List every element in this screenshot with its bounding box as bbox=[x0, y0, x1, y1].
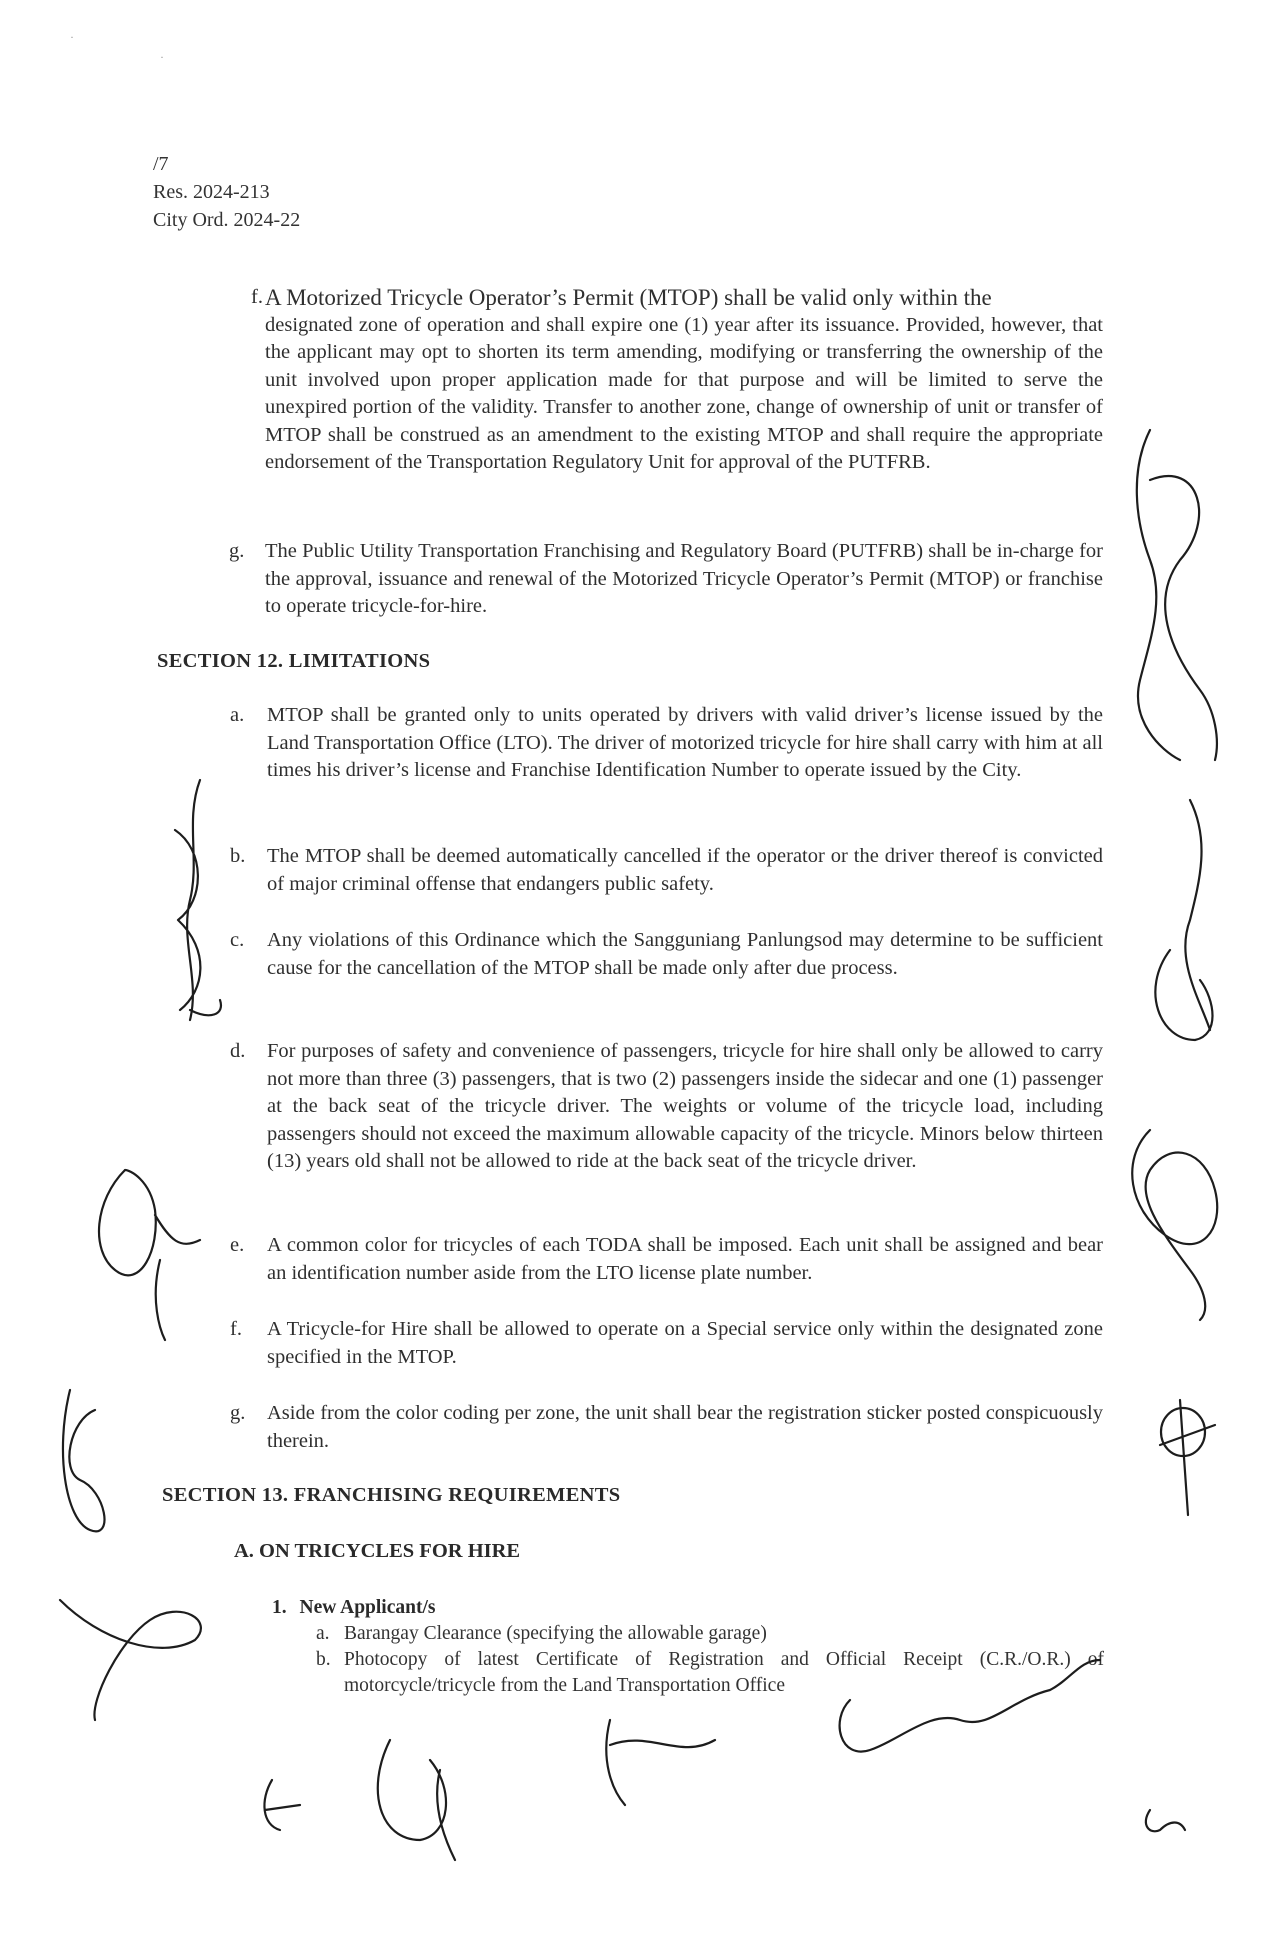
item-lead-line: A Motorized Tricycle Operator’s Permit (MTOP) shall be valid only within the bbox=[265, 285, 992, 310]
requirement-group-heading bbox=[272, 1597, 435, 1619]
item-text: MTOP shall be granted only to units operated by drivers with valid driver’s license issued by the Land Transportation Office (LTO). The driver of motorized tricycle for hire shall carry with him at all times his driver’s license and Franchise Identification Number to operate issued by the City. bbox=[267, 704, 1103, 781]
limitation-item bbox=[230, 1400, 1103, 1455]
section-heading: SECTION 13. FRANCHISING REQUIREMENTS bbox=[162, 1484, 621, 1506]
limitation-item bbox=[230, 1232, 1103, 1287]
signature-left-vertical bbox=[175, 780, 221, 1020]
requirement-item bbox=[316, 1621, 1104, 1647]
signature-right-top bbox=[1137, 430, 1217, 760]
item-marker: e. bbox=[230, 1234, 245, 1256]
page-number: /7 bbox=[153, 153, 169, 175]
item-marker: f. bbox=[230, 1318, 242, 1340]
signature-right-circle bbox=[1161, 1408, 1205, 1456]
item-marker: g. bbox=[230, 1402, 246, 1424]
signature-left-hook bbox=[99, 1170, 200, 1340]
initials-bottom-right bbox=[1146, 1810, 1185, 1831]
item-text: A common color for tricycles of each TODA shall be imposed. Each unit shall be assigned and bear an identification number aside from the LTO license plate number. bbox=[267, 1234, 1103, 1284]
limitation-item bbox=[230, 1038, 1103, 1176]
ordinance-number: City Ord. 2024-22 bbox=[153, 209, 301, 231]
item-marker: b. bbox=[230, 845, 246, 867]
signature-right-cross bbox=[1160, 1400, 1215, 1515]
item-text: designated zone of operation and shall expire one (1) year after its issuance. Provided, however, that the applicant may opt to shorten its term amending, modifying or transferring the ownership of the unit involved upon proper application made for that purpose and will be limited to serve the unexpired portion of the validity. Transfer to another zone, change of ownership of unit or transfer of MTOP shall be construed as an amendment to the existing MTOP and shall require the appropriate endorsement of the Transportation Regulatory Unit for approval of the PUTFRB. bbox=[265, 313, 1103, 473]
item-marker: d. bbox=[230, 1040, 246, 1062]
item-marker: a. bbox=[316, 1623, 330, 1644]
item-text: The Public Utility Transportation Franchising and Regulatory Board (PUTFRB) shall be in-charge for the approval, issuance and renewal of the Motorized Tricycle Operator’s Permit (MTOP) or franchise to operate tricycle-for-hire. bbox=[265, 540, 1103, 617]
resolution-number: Res. 2024-213 bbox=[153, 181, 270, 203]
signature-right-loop bbox=[1132, 1130, 1217, 1320]
group-marker: 1. bbox=[272, 1597, 287, 1618]
limitation-item bbox=[230, 1316, 1103, 1371]
page-header bbox=[153, 150, 300, 234]
item-marker: f. bbox=[251, 286, 263, 308]
scan-speck: · bbox=[70, 30, 74, 44]
signature-bottom-3 bbox=[606, 1720, 715, 1805]
item-text: Any violations of this Ordinance which the Sangguniang Panlungsod may determine to be sufficient cause for the cancellation of the MTOP shall be made only after due process. bbox=[267, 929, 1103, 979]
signature-bottom-2 bbox=[378, 1740, 455, 1860]
section-heading: SECTION 12. LIMITATIONS bbox=[157, 650, 431, 672]
subsection-heading: A. ON TRICYCLES FOR HIRE bbox=[234, 1540, 521, 1562]
signature-left-bottom bbox=[60, 1390, 201, 1720]
group-title: New Applicant/s bbox=[299, 1597, 436, 1618]
item-marker: b. bbox=[316, 1649, 331, 1670]
item-text: Photocopy of latest Certificate of Registration and Official Receipt (C.R./O.R.) of motorcycle/tricycle from the Land Transportation Office bbox=[344, 1649, 1104, 1696]
scan-speck: · bbox=[160, 50, 164, 64]
signature-right-mid bbox=[1155, 800, 1212, 1040]
item-text: Aside from the color coding per zone, the unit shall bear the registration sticker posted conspicuously therein. bbox=[267, 1402, 1103, 1452]
item-text: The MTOP shall be deemed automatically cancelled if the operator or the driver thereof is convicted of major criminal offense that endangers public safety. bbox=[267, 845, 1103, 895]
limitation-item bbox=[230, 843, 1103, 898]
provision-item bbox=[251, 284, 1103, 477]
requirement-item bbox=[316, 1647, 1104, 1699]
signature-bottom-1 bbox=[264, 1780, 300, 1830]
limitation-item bbox=[230, 927, 1103, 982]
item-marker: a. bbox=[230, 704, 245, 726]
item-text: Barangay Clearance (specifying the allowable garage) bbox=[344, 1623, 767, 1644]
limitation-item bbox=[230, 702, 1103, 785]
item-marker: c. bbox=[230, 929, 245, 951]
item-text: For purposes of safety and convenience of passengers, tricycle for hire shall only be allowed to carry not more than three (3) passengers, that is two (2) passengers inside the sidecar and one (1) passenger at the back seat of the tricycle driver. The weights or volume of the tricycle load, including passengers should not exceed the maximum allowable capacity of the tricycle. Minors below thirteen (13) years old shall not be allowed to ride at the back seat of the tricycle driver. bbox=[267, 1040, 1103, 1172]
item-text: A Tricycle-for Hire shall be allowed to operate on a Special service only within the designated zone specified in the MTOP. bbox=[267, 1318, 1103, 1368]
item-marker: g. bbox=[229, 540, 245, 562]
provision-item bbox=[229, 538, 1103, 621]
